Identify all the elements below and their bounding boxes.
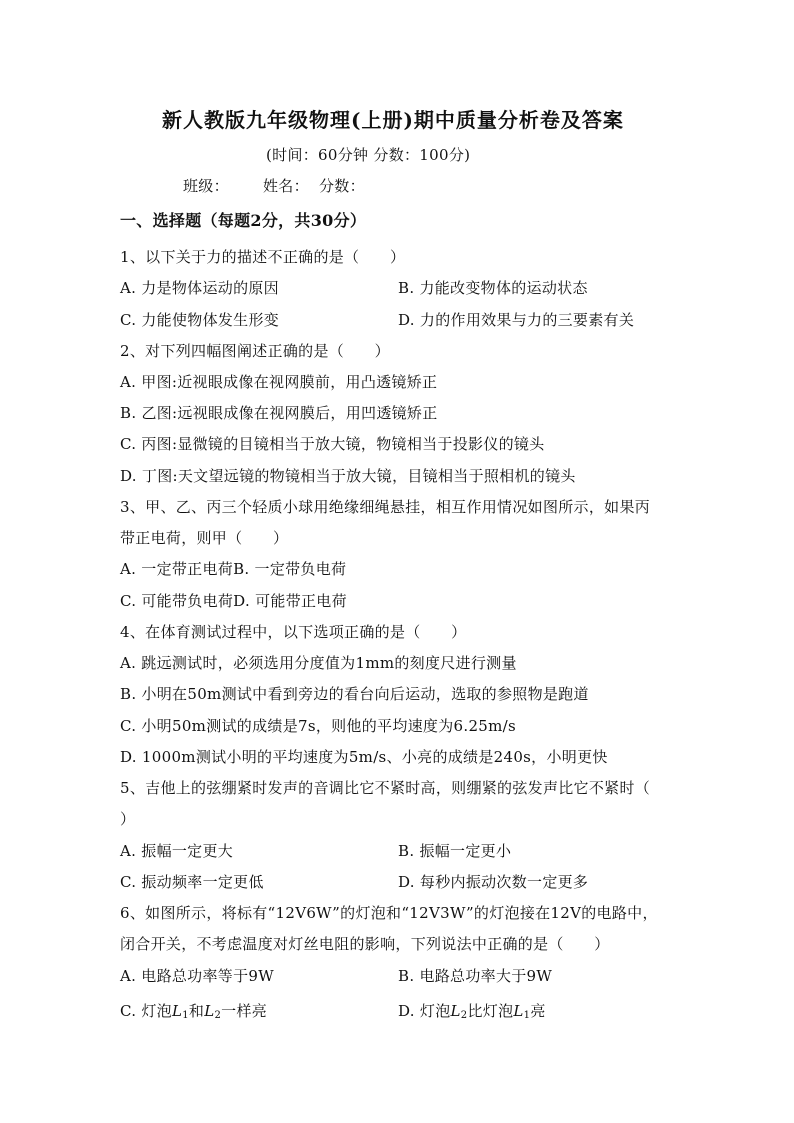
option-a: A. 力是物体运动的原因 xyxy=(120,279,279,297)
option-d-prefix: D. 灯泡 xyxy=(398,1002,451,1020)
question-stem-cont: 带正电荷，则甲（ ） xyxy=(120,529,289,547)
option-d: D. 1000m测试小明的平均速度为5m/s、小亮的成绩是240s，小明更快 xyxy=(120,748,608,766)
time-score-info: (时间：60分钟 分数：100分) xyxy=(266,146,471,164)
name-label: 姓名： xyxy=(263,177,309,195)
class-label: 班级： xyxy=(183,177,229,195)
option-c: C. 丙图:显微镜的目镜相当于放大镜，物镜相当于投影仪的镜头 xyxy=(120,435,545,453)
question-stem: 6、如图所示，将标有“12V6W”的灯泡和“12V3W”的灯泡接在12V的电路中， xyxy=(120,904,658,922)
option-c-suffix: 一样亮 xyxy=(221,1002,268,1020)
lamp-subscript: 1 xyxy=(523,1010,531,1021)
question-stem-cont: ） xyxy=(120,810,136,828)
option-c-prefix: C. 灯泡 xyxy=(120,1002,172,1020)
lamp-symbol: L xyxy=(450,1002,461,1020)
lamp-symbol: L xyxy=(171,1002,183,1020)
lamp-subscript: 2 xyxy=(460,1010,468,1021)
option-a: A. 电路总功率等于9W xyxy=(120,967,274,985)
option-d: D. 力的作用效果与力的三要素有关 xyxy=(398,311,635,329)
option-b: B. 力能改变物体的运动状态 xyxy=(398,279,588,297)
page-title: 新人教版九年级物理(上册)期中质量分析卷及答案 xyxy=(162,108,624,132)
question-stem-cont: 闭合开关，不考虑温度对灯丝电阻的影响，下列说法中正确的是（ ） xyxy=(120,935,610,953)
question-stem: 1、以下关于力的描述不正确的是（ ） xyxy=(120,248,406,266)
section-heading: 一、选择题（每题2分，共30分） xyxy=(120,211,367,230)
option-cd: C. 可能带负电荷D. 可能带正电荷 xyxy=(120,592,347,610)
option-c: C. 小明50m测试的成绩是7s，则他的平均速度为6.25m/s xyxy=(120,717,517,735)
lamp-subscript: 1 xyxy=(182,1010,189,1021)
lamp-subscript: 2 xyxy=(214,1010,222,1021)
option-a: A. 振幅一定更大 xyxy=(120,842,234,860)
option-b: B. 乙图:远视眼成像在视网膜后，用凹透镜矫正 xyxy=(120,404,438,422)
score-label: 分数： xyxy=(319,177,365,195)
option-c: C. 振动频率一定更低 xyxy=(120,873,264,891)
option-d: D. 丁图:天文望远镜的物镜相当于放大镜，目镜相当于照相机的镜头 xyxy=(120,467,576,485)
option-d xyxy=(398,1001,546,1026)
option-b: B. 振幅一定更小 xyxy=(398,842,512,860)
option-a: A. 甲图:近视眼成像在视网膜前，用凸透镜矫正 xyxy=(120,373,438,391)
question-stem: 4、在体育测试过程中，以下选项正确的是（ ） xyxy=(120,623,467,641)
question-stem: 3、甲、乙、丙三个轻质小球用绝缘细绳悬挂，相互作用情况如图所示，如果丙 xyxy=(120,498,651,516)
lamp-symbol: L xyxy=(204,1002,215,1020)
option-d-suffix: 亮 xyxy=(530,1002,546,1020)
option-a: A. 跳远测试时，必须选用分度值为1mm的刻度尺进行测量 xyxy=(120,654,517,672)
option-d-mid: 比灯泡 xyxy=(467,1002,514,1020)
option-b: B. 电路总功率大于9W xyxy=(398,967,553,985)
question-stem: 5、吉他上的弦绷紧时发声的音调比它不紧时高，则绷紧的弦发声比它不紧时（ xyxy=(120,779,651,797)
lamp-symbol: L xyxy=(513,1002,524,1020)
option-ab: A. 一定带正电荷B. 一定带负电荷 xyxy=(120,560,347,578)
option-c xyxy=(120,1001,267,1026)
option-c: C. 力能使物体发生形变 xyxy=(120,311,280,329)
question-stem: 2、对下列四幅图阐述正确的是（ ） xyxy=(120,342,390,360)
option-b: B. 小明在50m测试中看到旁边的看台向后运动，选取的参照物是跑道 xyxy=(120,685,589,703)
option-d: D. 每秒内振动次数一定更多 xyxy=(398,873,589,891)
option-c-mid: 和 xyxy=(188,1002,205,1020)
